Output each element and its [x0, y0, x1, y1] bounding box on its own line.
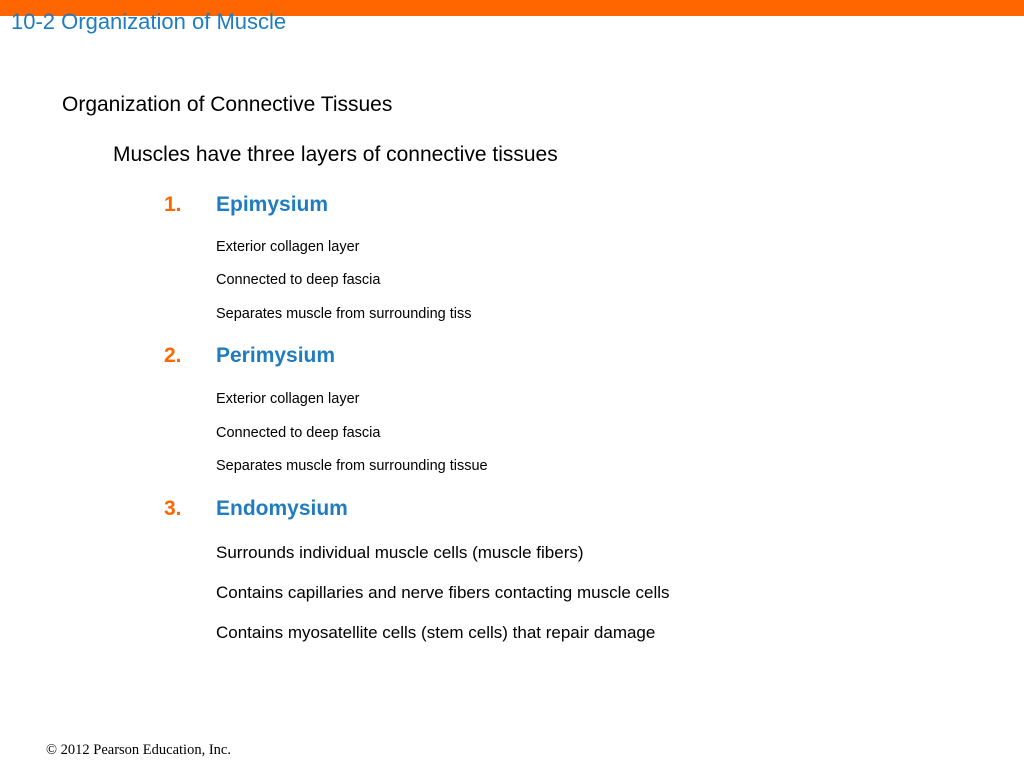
slide-title: 10-2 Organization of Muscle [11, 9, 287, 34]
layer-1-number: 1. [164, 193, 182, 216]
layer-2-name: Perimysium [216, 344, 336, 367]
layer-2-number: 2. [164, 344, 182, 367]
layer-1-detail-3: Separates muscle from surrounding tiss [216, 306, 472, 322]
layer-2-detail-3: Separates muscle from surrounding tissue [216, 458, 488, 474]
layer-1-name: Epimysium [216, 193, 329, 216]
section-heading: Organization of Connective Tissues [62, 93, 393, 116]
layer-2-detail-2: Connected to deep fascia [216, 425, 381, 441]
layer-3-detail-1: Surrounds individual muscle cells (muscle fibers) [216, 543, 584, 562]
layer-3-number: 3. [164, 497, 182, 520]
layer-1-detail-2: Connected to deep fascia [216, 272, 381, 288]
layer-2-detail-1: Exterior collagen layer [216, 391, 360, 407]
copyright-notice: © 2012 Pearson Education, Inc. [46, 742, 231, 758]
layer-3-name: Endomysium [216, 497, 348, 520]
section-subheading: Muscles have three layers of connective tissues [113, 143, 558, 166]
layer-3-detail-3: Contains myosatellite cells (stem cells) that repair damage [216, 623, 656, 642]
layer-1-detail-1: Exterior collagen layer [216, 239, 360, 255]
layer-3-detail-2: Contains capillaries and nerve fibers contacting muscle cells [216, 583, 670, 602]
